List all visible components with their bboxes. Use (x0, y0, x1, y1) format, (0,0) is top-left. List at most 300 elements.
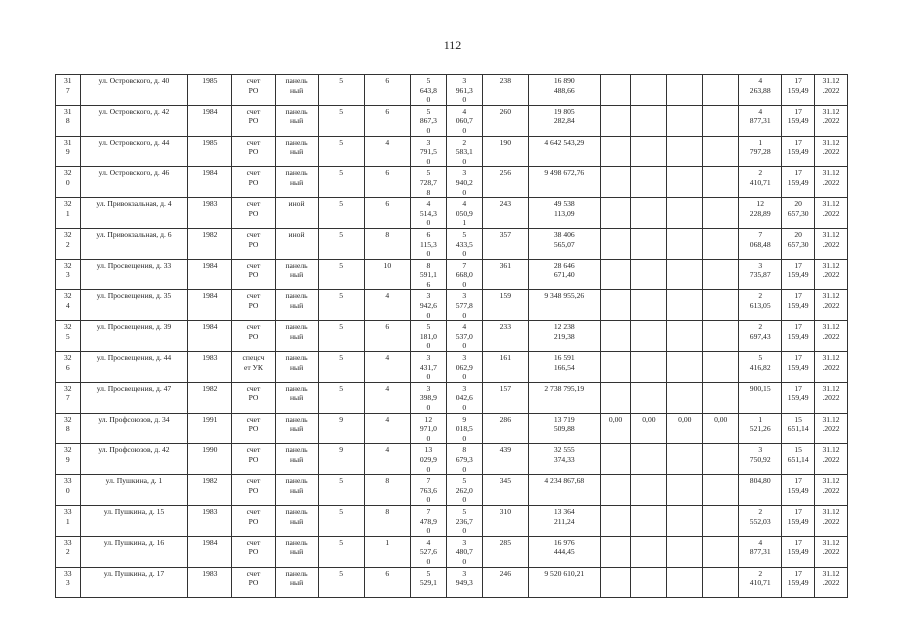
cell-wall-material: панель ный (275, 352, 318, 383)
cell-max-unit-cost: 17 159,49 (782, 75, 815, 106)
cell-cost-col-d (703, 136, 739, 167)
cell-total-area: 4 527,6 0 (410, 536, 446, 567)
cell-wall-material: панель ный (275, 105, 318, 136)
cell-wall-material: панель ный (275, 444, 318, 475)
cell-year-built: 1984 (188, 321, 232, 352)
cell-deadline: 31.12 .2022 (815, 167, 848, 198)
cell-entrances: 4 (364, 290, 410, 321)
cell-cost-col-a (600, 382, 631, 413)
cell-address: ул. Островского, д. 42 (80, 105, 188, 136)
cell-cost-col-c (667, 167, 703, 198)
cell-year-built: 1991 (188, 413, 232, 444)
cell-address: ул. Привокзальная, д. 4 (80, 198, 188, 229)
cell-max-unit-cost: 17 159,49 (782, 290, 815, 321)
cell-entrances: 4 (364, 352, 410, 383)
table-row (56, 505, 848, 536)
cell-entrances: 6 (364, 167, 410, 198)
cell-total-area: 5 181,0 0 (410, 321, 446, 352)
cell-total-area: 4 514,3 0 (410, 198, 446, 229)
cell-address: ул. Профсоюзов, д. 34 (80, 413, 188, 444)
cell-total-area: 8 591,1 6 (410, 259, 446, 290)
cell-living-area: 3 062,9 0 (446, 352, 482, 383)
cell-repair-cost: 32 555 374,33 (528, 444, 600, 475)
cell-repair-cost: 4 234 867,68 (528, 475, 600, 506)
cell-repair-cost: 16 976 444,45 (528, 536, 600, 567)
registry-body (56, 75, 848, 598)
cell-year-built: 1985 (188, 75, 232, 106)
cell-cost-col-c (667, 475, 703, 506)
cell-address: ул. Привокзальная, д. 6 (80, 228, 188, 259)
cell-floors: 5 (318, 259, 364, 290)
cell-living-area: 3 961,3 0 (446, 75, 482, 106)
cell-deadline: 31.12 .2022 (815, 75, 848, 106)
cell-cost-col-a (600, 536, 631, 567)
cell-cost-col-a (600, 505, 631, 536)
cell-cost-col-d (703, 290, 739, 321)
table-row (56, 382, 848, 413)
cell-cost-col-b (631, 290, 667, 321)
cell-entrances: 6 (364, 321, 410, 352)
cell-total-area: 3 791,5 0 (410, 136, 446, 167)
cell-living-area: 8 679,3 0 (446, 444, 482, 475)
cell-floors: 9 (318, 413, 364, 444)
cell-cost-col-b (631, 198, 667, 229)
cell-total-area: 7 763,6 0 (410, 475, 446, 506)
cell-residents: 190 (482, 136, 528, 167)
cell-unit-cost: 4 877,31 (739, 105, 782, 136)
cell-row-number: 31 9 (56, 136, 81, 167)
cell-total-area: 7 478,9 0 (410, 505, 446, 536)
cell-fund-account: спецсч ет УК (232, 352, 275, 383)
cell-floors: 5 (318, 228, 364, 259)
cell-floors: 5 (318, 567, 364, 597)
cell-row-number: 32 5 (56, 321, 81, 352)
cell-cost-col-b (631, 382, 667, 413)
cell-cost-col-b (631, 105, 667, 136)
cell-fund-account: счет РО (232, 259, 275, 290)
cell-fund-account: счет РО (232, 198, 275, 229)
cell-max-unit-cost: 17 159,49 (782, 505, 815, 536)
cell-cost-col-c (667, 228, 703, 259)
cell-cost-col-a (600, 198, 631, 229)
cell-repair-cost: 16 591 166,54 (528, 352, 600, 383)
cell-wall-material: иной (275, 198, 318, 229)
cell-deadline: 31.12 .2022 (815, 444, 848, 475)
cell-unit-cost: 804,80 (739, 475, 782, 506)
table-row (56, 259, 848, 290)
cell-floors: 5 (318, 505, 364, 536)
cell-cost-col-c (667, 198, 703, 229)
cell-cost-col-b (631, 536, 667, 567)
cell-address: ул. Пушкина, д. 1 (80, 475, 188, 506)
cell-cost-col-c (667, 290, 703, 321)
cell-address: ул. Пушкина, д. 15 (80, 505, 188, 536)
cell-unit-cost: 900,15 (739, 382, 782, 413)
cell-max-unit-cost: 20 657,30 (782, 198, 815, 229)
table-row (56, 444, 848, 475)
cell-address: ул. Пушкина, д. 17 (80, 567, 188, 597)
cell-living-area: 9 018,5 0 (446, 413, 482, 444)
cell-cost-col-a (600, 259, 631, 290)
cell-wall-material: панель ный (275, 75, 318, 106)
cell-floors: 5 (318, 475, 364, 506)
cell-living-area: 7 668,0 0 (446, 259, 482, 290)
cell-wall-material: панель ный (275, 505, 318, 536)
cell-unit-cost: 2 613,05 (739, 290, 782, 321)
cell-cost-col-d (703, 352, 739, 383)
cell-fund-account: счет РО (232, 167, 275, 198)
cell-total-area: 5 529,1 (410, 567, 446, 597)
cell-cost-col-a (600, 567, 631, 597)
cell-floors: 5 (318, 167, 364, 198)
cell-row-number: 32 7 (56, 382, 81, 413)
cell-cost-col-a (600, 167, 631, 198)
cell-residents: 243 (482, 198, 528, 229)
cell-wall-material: иной (275, 228, 318, 259)
cell-year-built: 1984 (188, 105, 232, 136)
cell-cost-col-c: 0,00 (667, 413, 703, 444)
cell-row-number: 31 8 (56, 105, 81, 136)
page-number: 112 (443, 38, 462, 52)
cell-year-built: 1984 (188, 259, 232, 290)
cell-repair-cost: 9 498 672,76 (528, 167, 600, 198)
cell-fund-account: счет РО (232, 567, 275, 597)
cell-repair-cost: 19 805 282,84 (528, 105, 600, 136)
cell-cost-col-d (703, 75, 739, 106)
cell-fund-account: счет РО (232, 228, 275, 259)
cell-cost-col-b (631, 567, 667, 597)
cell-year-built: 1990 (188, 444, 232, 475)
cell-cost-col-d (703, 475, 739, 506)
cell-floors: 5 (318, 198, 364, 229)
cell-cost-col-b (631, 321, 667, 352)
cell-living-area: 5 262,0 0 (446, 475, 482, 506)
cell-living-area: 3 940,2 0 (446, 167, 482, 198)
cell-entrances: 4 (364, 444, 410, 475)
cell-max-unit-cost: 17 159,49 (782, 475, 815, 506)
cell-row-number: 33 2 (56, 536, 81, 567)
cell-deadline: 31.12 .2022 (815, 536, 848, 567)
cell-cost-col-d (703, 228, 739, 259)
cell-living-area: 4 060,7 0 (446, 105, 482, 136)
cell-max-unit-cost: 15 651,14 (782, 413, 815, 444)
cell-wall-material: панель ный (275, 321, 318, 352)
cell-cost-col-a (600, 290, 631, 321)
cell-repair-cost: 13 364 211,24 (528, 505, 600, 536)
cell-repair-cost: 28 646 671,40 (528, 259, 600, 290)
cell-residents: 161 (482, 352, 528, 383)
cell-cost-col-d (703, 259, 739, 290)
cell-row-number: 33 0 (56, 475, 81, 506)
cell-year-built: 1983 (188, 567, 232, 597)
cell-max-unit-cost: 20 657,30 (782, 228, 815, 259)
table-row (56, 105, 848, 136)
cell-fund-account: счет РО (232, 105, 275, 136)
cell-living-area: 4 537,0 0 (446, 321, 482, 352)
cell-living-area: 2 583,1 0 (446, 136, 482, 167)
cell-year-built: 1984 (188, 536, 232, 567)
cell-wall-material: панель ный (275, 290, 318, 321)
cell-residents: 439 (482, 444, 528, 475)
cell-cost-col-c (667, 505, 703, 536)
cell-cost-col-b (631, 136, 667, 167)
cell-repair-cost: 38 406 565,07 (528, 228, 600, 259)
cell-cost-col-d (703, 505, 739, 536)
cell-cost-col-d (703, 382, 739, 413)
cell-cost-col-c (667, 444, 703, 475)
cell-deadline: 31.12 .2022 (815, 228, 848, 259)
cell-floors: 5 (318, 105, 364, 136)
cell-row-number: 32 9 (56, 444, 81, 475)
cell-floors: 5 (318, 536, 364, 567)
cell-cost-col-b (631, 505, 667, 536)
cell-residents: 357 (482, 228, 528, 259)
cell-cost-col-a: 0,00 (600, 413, 631, 444)
cell-cost-col-c (667, 382, 703, 413)
cell-cost-col-c (667, 259, 703, 290)
cell-cost-col-c (667, 352, 703, 383)
cell-year-built: 1984 (188, 290, 232, 321)
cell-deadline: 31.12 .2022 (815, 290, 848, 321)
cell-living-area: 3 480,7 0 (446, 536, 482, 567)
cell-address: ул. Профсоюзов, д. 42 (80, 444, 188, 475)
cell-cost-col-a (600, 105, 631, 136)
cell-repair-cost: 13 719 509,88 (528, 413, 600, 444)
table-row (56, 475, 848, 506)
table-row (56, 567, 848, 597)
cell-fund-account: счет РО (232, 536, 275, 567)
cell-deadline: 31.12 .2022 (815, 198, 848, 229)
table-row (56, 167, 848, 198)
cell-living-area: 4 050,9 1 (446, 198, 482, 229)
cell-deadline: 31.12 .2022 (815, 105, 848, 136)
cell-max-unit-cost: 17 159,49 (782, 567, 815, 597)
table-row (56, 75, 848, 106)
cell-repair-cost: 12 238 219,38 (528, 321, 600, 352)
cell-cost-col-c (667, 567, 703, 597)
table-row (56, 352, 848, 383)
cell-repair-cost: 16 890 488,66 (528, 75, 600, 106)
cell-cost-col-b (631, 228, 667, 259)
cell-year-built: 1983 (188, 198, 232, 229)
cell-cost-col-b (631, 444, 667, 475)
cell-max-unit-cost: 17 159,49 (782, 536, 815, 567)
cell-deadline: 31.12 .2022 (815, 352, 848, 383)
cell-residents: 286 (482, 413, 528, 444)
cell-deadline: 31.12 .2022 (815, 567, 848, 597)
cell-cost-col-c (667, 105, 703, 136)
cell-cost-col-c (667, 136, 703, 167)
cell-cost-col-c (667, 536, 703, 567)
cell-residents: 260 (482, 105, 528, 136)
cell-year-built: 1982 (188, 382, 232, 413)
cell-address: ул. Просвещения, д. 47 (80, 382, 188, 413)
cell-total-area: 3 431,7 0 (410, 352, 446, 383)
cell-entrances: 4 (364, 136, 410, 167)
cell-max-unit-cost: 17 159,49 (782, 321, 815, 352)
cell-fund-account: счет РО (232, 290, 275, 321)
cell-deadline: 31.12 .2022 (815, 505, 848, 536)
cell-wall-material: панель ный (275, 167, 318, 198)
cell-row-number: 32 6 (56, 352, 81, 383)
cell-total-area: 3 942,6 0 (410, 290, 446, 321)
cell-entrances: 6 (364, 75, 410, 106)
cell-cost-col-d (703, 105, 739, 136)
cell-wall-material: панель ный (275, 567, 318, 597)
table-row (56, 290, 848, 321)
cell-deadline: 31.12 .2022 (815, 321, 848, 352)
cell-residents: 159 (482, 290, 528, 321)
cell-address: ул. Просвещения, д. 35 (80, 290, 188, 321)
cell-fund-account: счет РО (232, 444, 275, 475)
cell-residents: 310 (482, 505, 528, 536)
cell-entrances: 6 (364, 198, 410, 229)
cell-year-built: 1982 (188, 228, 232, 259)
cell-row-number: 32 0 (56, 167, 81, 198)
cell-fund-account: счет РО (232, 321, 275, 352)
cell-deadline: 31.12 .2022 (815, 475, 848, 506)
cell-cost-col-a (600, 352, 631, 383)
cell-floors: 5 (318, 290, 364, 321)
cell-year-built: 1984 (188, 167, 232, 198)
cell-row-number: 31 7 (56, 75, 81, 106)
cell-unit-cost: 7 068,48 (739, 228, 782, 259)
cell-unit-cost: 2 410,71 (739, 167, 782, 198)
cell-address: ул. Просвещения, д. 44 (80, 352, 188, 383)
cell-fund-account: счет РО (232, 413, 275, 444)
cell-deadline: 31.12 .2022 (815, 382, 848, 413)
cell-address: ул. Островского, д. 44 (80, 136, 188, 167)
cell-year-built: 1983 (188, 505, 232, 536)
cell-fund-account: счет РО (232, 75, 275, 106)
cell-living-area: 5 433,5 0 (446, 228, 482, 259)
cell-unit-cost: 4 877,31 (739, 536, 782, 567)
cell-residents: 345 (482, 475, 528, 506)
cell-cost-col-b (631, 475, 667, 506)
cell-unit-cost: 3 735,87 (739, 259, 782, 290)
cell-living-area: 3 577,8 0 (446, 290, 482, 321)
cell-floors: 5 (318, 75, 364, 106)
cell-wall-material: панель ный (275, 136, 318, 167)
cell-cost-col-a (600, 475, 631, 506)
cell-residents: 246 (482, 567, 528, 597)
cell-wall-material: панель ный (275, 259, 318, 290)
cell-entrances: 8 (364, 228, 410, 259)
cell-repair-cost: 9 348 955,26 (528, 290, 600, 321)
cell-address: ул. Островского, д. 46 (80, 167, 188, 198)
cell-cost-col-d: 0,00 (703, 413, 739, 444)
cell-entrances: 1 (364, 536, 410, 567)
cell-unit-cost: 12 228,89 (739, 198, 782, 229)
cell-max-unit-cost: 17 159,49 (782, 167, 815, 198)
cell-entrances: 8 (364, 475, 410, 506)
cell-cost-col-d (703, 198, 739, 229)
cell-cost-col-b (631, 352, 667, 383)
cell-living-area: 3 042,6 0 (446, 382, 482, 413)
cell-repair-cost: 9 520 610,21 (528, 567, 600, 597)
cell-year-built: 1983 (188, 352, 232, 383)
table-row (56, 321, 848, 352)
cell-cost-col-c (667, 75, 703, 106)
cell-year-built: 1982 (188, 475, 232, 506)
cell-cost-col-a (600, 136, 631, 167)
cell-wall-material: панель ный (275, 413, 318, 444)
cell-cost-col-a (600, 228, 631, 259)
table-row (56, 413, 848, 444)
cell-max-unit-cost: 17 159,49 (782, 382, 815, 413)
cell-unit-cost: 2 552,03 (739, 505, 782, 536)
cell-entrances: 8 (364, 505, 410, 536)
cell-deadline: 31.12 .2022 (815, 136, 848, 167)
cell-unit-cost: 1 797,28 (739, 136, 782, 167)
cell-row-number: 33 3 (56, 567, 81, 597)
cell-floors: 5 (318, 382, 364, 413)
cell-floors: 5 (318, 136, 364, 167)
cell-repair-cost: 49 538 113,09 (528, 198, 600, 229)
cell-address: ул. Просвещения, д. 33 (80, 259, 188, 290)
cell-unit-cost: 2 410,71 (739, 567, 782, 597)
cell-total-area: 5 643,8 0 (410, 75, 446, 106)
cell-residents: 256 (482, 167, 528, 198)
cell-unit-cost: 5 416,82 (739, 352, 782, 383)
cell-cost-col-b (631, 75, 667, 106)
cell-unit-cost: 2 697,43 (739, 321, 782, 352)
cell-deadline: 31.12 .2022 (815, 413, 848, 444)
cell-living-area: 5 236,7 0 (446, 505, 482, 536)
cell-entrances: 6 (364, 105, 410, 136)
cell-year-built: 1985 (188, 136, 232, 167)
cell-max-unit-cost: 17 159,49 (782, 352, 815, 383)
table-row (56, 536, 848, 567)
cell-floors: 5 (318, 352, 364, 383)
cell-cost-col-d (703, 444, 739, 475)
cell-cost-col-d (703, 536, 739, 567)
cell-address: ул. Пушкина, д. 16 (80, 536, 188, 567)
cell-row-number: 33 1 (56, 505, 81, 536)
cell-total-area: 12 971,0 0 (410, 413, 446, 444)
cell-cost-col-b: 0,00 (631, 413, 667, 444)
cell-residents: 238 (482, 75, 528, 106)
cell-max-unit-cost: 15 651,14 (782, 444, 815, 475)
cell-address: ул. Просвещения, д. 39 (80, 321, 188, 352)
cell-entrances: 4 (364, 382, 410, 413)
cell-wall-material: панель ный (275, 382, 318, 413)
cell-repair-cost: 2 738 795,19 (528, 382, 600, 413)
cell-cost-col-b (631, 259, 667, 290)
cell-unit-cost: 4 263,88 (739, 75, 782, 106)
table-row (56, 228, 848, 259)
cell-living-area: 3 949,3 (446, 567, 482, 597)
cell-max-unit-cost: 17 159,49 (782, 259, 815, 290)
cell-address: ул. Островского, д. 40 (80, 75, 188, 106)
cell-unit-cost: 3 750,92 (739, 444, 782, 475)
cell-entrances: 10 (364, 259, 410, 290)
cell-row-number: 32 2 (56, 228, 81, 259)
cell-cost-col-a (600, 75, 631, 106)
cell-row-number: 32 4 (56, 290, 81, 321)
table-row (56, 198, 848, 229)
cell-floors: 5 (318, 321, 364, 352)
cell-repair-cost: 4 642 543,29 (528, 136, 600, 167)
cell-wall-material: панель ный (275, 475, 318, 506)
cell-cost-col-a (600, 321, 631, 352)
cell-entrances: 6 (364, 567, 410, 597)
cell-max-unit-cost: 17 159,49 (782, 105, 815, 136)
cell-unit-cost: 1 521,26 (739, 413, 782, 444)
table-row (56, 136, 848, 167)
cell-cost-col-c (667, 321, 703, 352)
cell-deadline: 31.12 .2022 (815, 259, 848, 290)
